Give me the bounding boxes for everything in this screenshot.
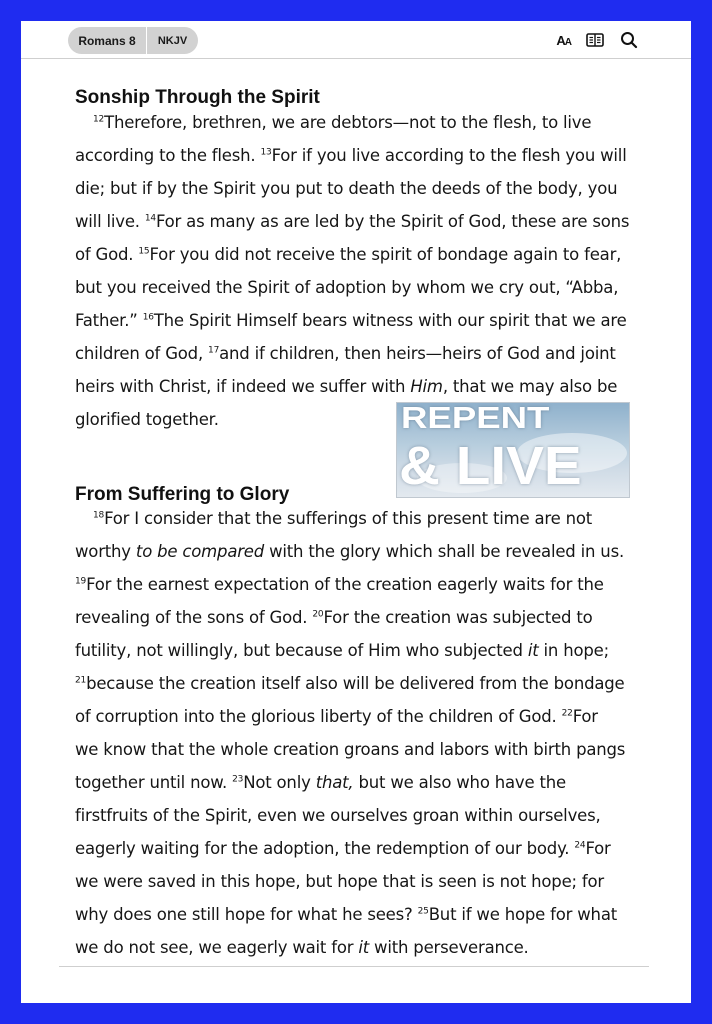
bottom-divider xyxy=(59,966,649,967)
verse-text: because the creation itself also will be delivered from the bondage xyxy=(86,674,625,693)
image-text-live: & LIVE xyxy=(399,436,582,496)
verse-text: of corruption into the glorious liberty of the children of God. xyxy=(75,707,562,726)
italic-text: that, xyxy=(315,773,354,792)
verse-text: worthy xyxy=(75,542,136,561)
verse-text: For the earnest expectation of the creation eagerly waits for the xyxy=(86,575,604,594)
verse-text: will live. xyxy=(75,212,145,231)
verse-line xyxy=(75,766,625,799)
verse-text: why does one still hope for what he sees? xyxy=(75,905,418,924)
verse-number: 25 xyxy=(417,906,429,917)
image-text-repent: REPENT xyxy=(401,402,550,435)
verse-number: 13 xyxy=(260,147,272,158)
verse-text: with perseverance. xyxy=(369,938,529,957)
verse-line xyxy=(75,601,625,634)
font-size-small-label: A xyxy=(564,36,571,48)
reader-page xyxy=(21,21,691,1003)
verse-number: 24 xyxy=(574,840,586,851)
verse-text: and if children, then heirs—heirs of God and joint xyxy=(219,344,616,363)
verse-line xyxy=(75,898,625,931)
verse-text: we do not see, we eagerly wait for xyxy=(75,938,359,957)
search-icon[interactable] xyxy=(619,30,639,50)
repent-live-image xyxy=(396,402,630,498)
verse-line xyxy=(75,502,625,535)
verse-text: For as many as are led by the Spirit of God, these are sons xyxy=(155,212,630,231)
verse-line xyxy=(75,667,625,700)
verse-text: revealing of the sons of God. xyxy=(75,608,313,627)
verse-text: For the creation was subjected to xyxy=(323,608,593,627)
verse-number: 16 xyxy=(142,312,154,323)
verse-line xyxy=(75,271,629,304)
verse-text: with the glory which shall be revealed in us. xyxy=(264,542,625,561)
verse-text: eagerly waiting for the adoption, the redemption of our body. xyxy=(75,839,575,858)
scripture-paragraph xyxy=(75,502,625,964)
verse-line xyxy=(75,931,625,964)
verse-text: we know that the whole creation groans and labors with birth pangs xyxy=(75,740,626,759)
verse-number: 15 xyxy=(138,246,150,257)
verse-text: but you received the Spirit of adoption by whom we cry out, “Abba, xyxy=(75,278,619,297)
verse-line xyxy=(75,370,629,403)
verse-text: For xyxy=(572,707,598,726)
toolbar-actions xyxy=(556,30,639,50)
reader-view-icon[interactable] xyxy=(585,30,605,50)
verse-number: 14 xyxy=(144,213,156,224)
verse-line xyxy=(75,799,625,832)
verse-line xyxy=(75,172,629,205)
verse-number: 12 xyxy=(93,114,105,125)
verse-number: 23 xyxy=(232,774,244,785)
italic-text: it xyxy=(527,641,539,660)
verse-text: firstfruits of the Spirit, even we ourselves groan within ourselves, xyxy=(75,806,601,825)
book-chapter-button[interactable]: Romans 8 xyxy=(68,27,147,54)
verse-number: 21 xyxy=(75,675,87,686)
verse-line xyxy=(75,700,625,733)
verse-line xyxy=(75,139,629,172)
verse-text: Not only xyxy=(243,773,316,792)
verse-text: For xyxy=(585,839,611,858)
verse-text: die; but if by the Spirit you put to death the deeds of the body, you xyxy=(75,179,618,198)
verse-number: 18 xyxy=(93,510,105,521)
italic-text: it xyxy=(358,938,370,957)
scripture-paragraph xyxy=(75,106,629,436)
verse-line xyxy=(75,106,629,139)
verse-number: 19 xyxy=(75,576,87,587)
top-toolbar xyxy=(21,21,691,59)
verse-text: For I consider that the sufferings of this present time are not xyxy=(104,509,593,528)
verse-text: children of God, xyxy=(75,344,209,363)
verse-number: 20 xyxy=(312,609,324,620)
version-button[interactable]: NKJV xyxy=(157,34,188,47)
verse-line xyxy=(75,865,625,898)
verse-text: but we also who have the xyxy=(353,773,566,792)
verse-text: we were saved in this hope, but hope that is seen is not hope; for xyxy=(75,872,605,891)
verse-line xyxy=(75,337,629,370)
verse-number: 22 xyxy=(561,708,573,719)
verse-line xyxy=(75,634,625,667)
text-size-icon[interactable] xyxy=(556,33,571,48)
verse-line xyxy=(75,733,625,766)
italic-text: Him xyxy=(410,377,443,396)
verse-text: glorified together. xyxy=(75,410,219,429)
verse-text: futility, not willingly, but because of Him who subjected xyxy=(75,641,528,660)
section-heading: From Suffering to Glory xyxy=(75,484,290,505)
verse-text: together until now. xyxy=(75,773,233,792)
verse-text: Therefore, brethren, we are debtors—not to the flesh, to live xyxy=(104,113,592,132)
verse-text: But if we hope for what xyxy=(428,905,617,924)
italic-text: to be compared xyxy=(135,542,265,561)
verse-text: , that we may also be xyxy=(442,377,618,396)
verse-text: Father.” xyxy=(75,311,143,330)
verse-number: 17 xyxy=(208,345,220,356)
verse-line xyxy=(75,238,629,271)
verse-line xyxy=(75,304,629,337)
verse-text: For if you live according to the flesh you will xyxy=(271,146,627,165)
verse-line xyxy=(75,535,625,568)
verse-text: of God. xyxy=(75,245,139,264)
verse-line xyxy=(75,205,629,238)
font-size-large-label: A xyxy=(556,32,565,48)
verse-text: The Spirit Himself bears witness with our spirit that we are xyxy=(153,311,627,330)
passage-selector xyxy=(68,27,198,54)
verse-line xyxy=(75,832,625,865)
verse-line xyxy=(75,568,625,601)
verse-text: according to the flesh. xyxy=(75,146,261,165)
verse-text: For you did not receive the spirit of bondage again to fear, xyxy=(149,245,622,264)
section-heading: Sonship Through the Spirit xyxy=(75,87,320,108)
verse-text: heirs with Christ, if indeed we suffer with xyxy=(75,377,411,396)
verse-text: in hope; xyxy=(538,641,609,660)
